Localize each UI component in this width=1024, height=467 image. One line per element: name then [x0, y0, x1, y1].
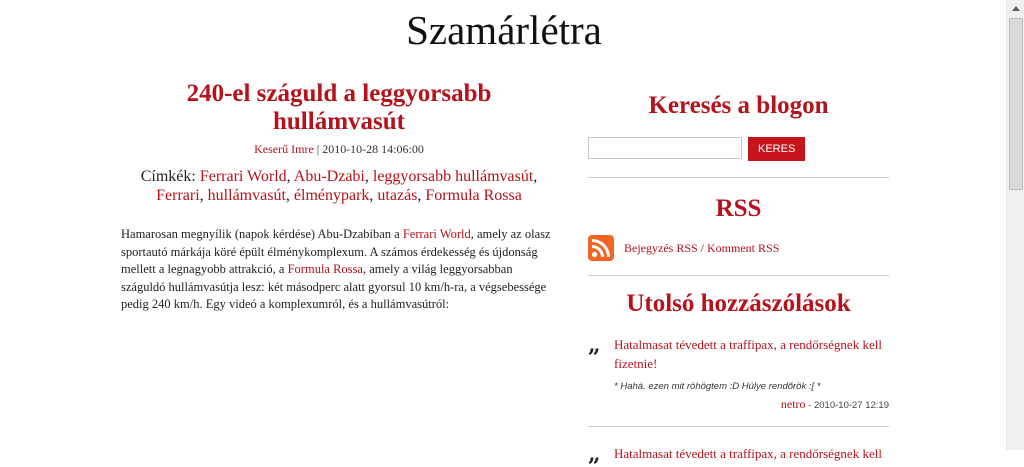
tags-label: Címkék: — [140, 168, 196, 185]
rss-comments-link[interactable]: Komment RSS — [707, 240, 780, 255]
post-date: 2010-10-28 14:06:00 — [322, 142, 424, 156]
comment-divider — [588, 426, 889, 427]
search-input[interactable] — [588, 137, 742, 159]
meta-separator: | — [316, 142, 320, 156]
scrollbar-thumb[interactable] — [1009, 18, 1023, 190]
body-text: Hamarosan megnyílik (napok kérdése) Abu-Dzabiban a — [121, 227, 403, 241]
comment-meta-dash: - — [808, 400, 812, 411]
comment-author-link[interactable]: netro — [780, 397, 806, 411]
search-button[interactable]: KERES — [748, 137, 805, 161]
body-link-ferrari-world[interactable]: Ferrari World — [402, 227, 471, 241]
tag-link[interactable]: leggyorsabb hullámvasút — [372, 168, 534, 185]
tag-link[interactable]: Abu-Dzabi — [293, 168, 365, 185]
widget-divider — [588, 275, 889, 276]
post-author-link[interactable]: Keserű Imre — [254, 142, 314, 156]
post-meta — [121, 142, 557, 157]
blog-post — [121, 80, 557, 314]
rss-posts-link[interactable]: Bejegyzés RSS — [624, 240, 698, 255]
post-tags: Címkék: Ferrari World, Abu-Dzabi, leggyorsabb hullámvasút, Ferrari, hullámvasút, élménypark, utazás, Formula Rossa — [140, 168, 538, 204]
post-title[interactable]: 240-el száguld a leggyorsabb hullámvasút — [186, 80, 492, 135]
tag-link[interactable]: Ferrari — [156, 187, 200, 204]
rss-feed-icon[interactable] — [588, 235, 614, 261]
comment-post-link[interactable]: Hatalmasat tévedett a traffipax, a rendőrségnek kell fizetnie! — [614, 337, 882, 371]
rss-widget-title: RSS — [715, 195, 762, 222]
comment-item — [588, 334, 889, 412]
site-title[interactable]: Szamárlétra — [406, 7, 602, 53]
quote-icon: „ — [588, 332, 601, 358]
body-link-formula-rossa[interactable]: Formula Rossa — [287, 262, 363, 276]
search-widget-title: Keresés a blogon — [648, 92, 829, 119]
widget-divider — [588, 177, 889, 178]
comment-meta — [614, 397, 889, 412]
recent-comments-title: Utolsó hozzászólások — [626, 290, 851, 317]
rss-separator: / — [700, 240, 705, 255]
comment-post-link[interactable]: Hatalmasat tévedett a traffipax, a rendőrségnek kell — [614, 446, 882, 461]
sidebar — [588, 92, 889, 467]
tag-link[interactable]: élménypark — [293, 187, 370, 204]
recent-comments-widget — [588, 290, 889, 467]
comment-item — [588, 441, 889, 467]
body-text: , amely a világ leggyorsabban száguldó hullámvasútja lesz: két másodperc alatt gyorsul 10 km/h-ra, a végsebessége pedig 240 km/h. Egy videó a komplexumról, és a hullámvasútról: — [121, 262, 547, 311]
tag-link[interactable]: utazás — [377, 187, 418, 204]
comment-date: 2010-10-27 12:19 — [813, 400, 889, 411]
tag-link[interactable]: Ferrari World — [199, 168, 287, 185]
rss-widget — [588, 195, 889, 261]
vertical-scrollbar[interactable] — [1006, 0, 1024, 450]
comment-excerpt: * Hahá. ezen mit röhögtem :D Hülye rendőrök :[ * — [614, 381, 821, 392]
tag-link[interactable]: hullámvasút — [207, 187, 286, 204]
post-body — [121, 226, 557, 314]
search-widget — [588, 92, 889, 161]
quote-icon: „ — [588, 441, 601, 467]
body-text: , amely az olasz sportautó márkája köré épült élménykomplexum. A számos érdekesség és újdonság mellett a legnagyobb attrakció, a — [121, 227, 551, 276]
tag-link[interactable]: Formula Rossa — [425, 187, 522, 204]
rss-links — [624, 241, 779, 256]
scroll-up-arrow-icon[interactable] — [1012, 6, 1020, 11]
